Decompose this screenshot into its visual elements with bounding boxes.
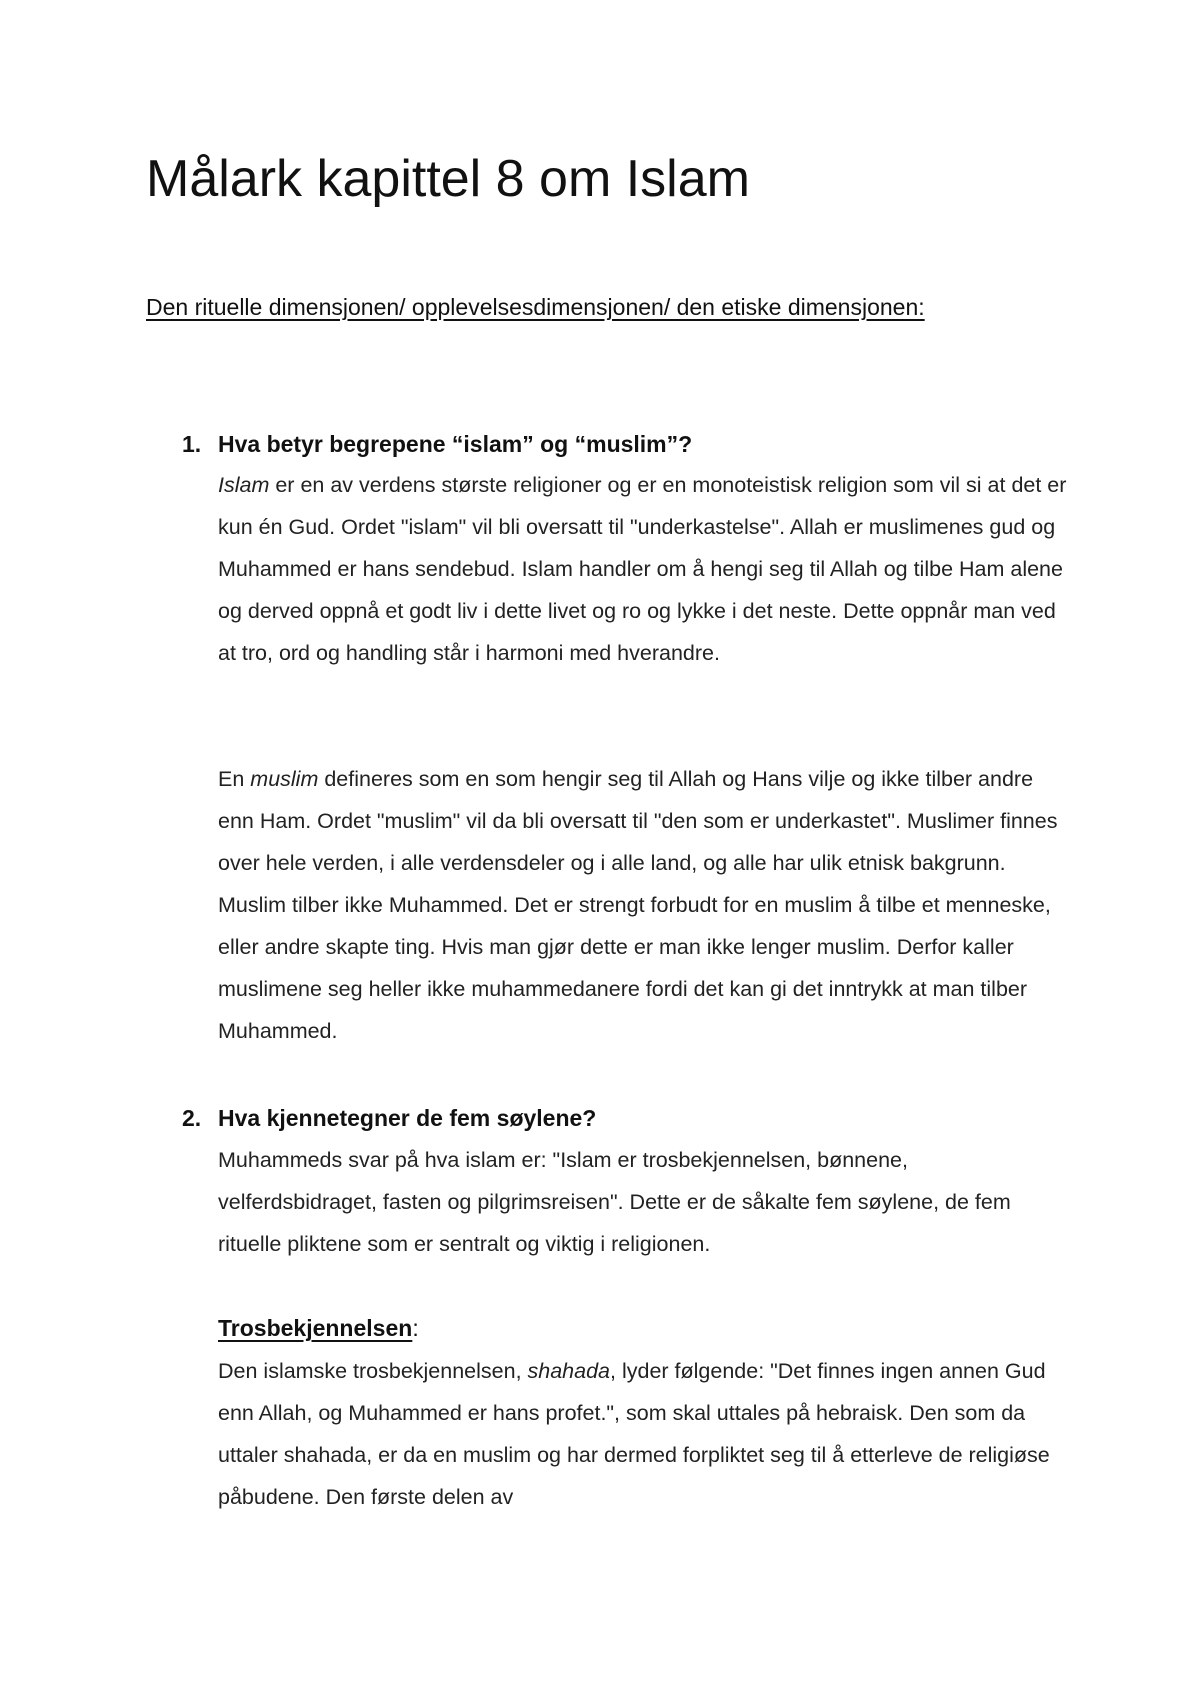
question-2-paragraph-shahada xyxy=(218,1350,1068,1518)
section-heading: Den rituelle dimensjonen/ opplevelsesdimensjonen/ den etiske dimensjonen: xyxy=(146,294,925,320)
paragraph-text: defineres som en som hengir seg til Allah og Hans vilje og ikke tilber andre enn Ham. Ordet "muslim" vil da bli oversatt til "den som er underkastet". Muslimer finnes over hele verden, i alle verdensdeler og i alle land, og alle har ulik etnisk bakgrunn. Muslim tilber ikke Muhammed. Det er strengt forbudt for en muslim å tilbe et menneske, eller andre skapte ting. Hvis man gjør dette er man ikke lenger muslim. Derfor kaller muslimene seg heller ikke muhammedanere fordi det kan gi det inntrykk at man tilber Muhammed. xyxy=(218,767,1058,1043)
question-1-heading xyxy=(182,428,692,460)
question-2-text: Hva kjennetegner de fem søylene? xyxy=(218,1105,597,1131)
term-muslim: muslim xyxy=(250,767,319,791)
question-1-number: 1. xyxy=(182,431,202,457)
subheading-trosbekjennelsen xyxy=(218,1312,419,1344)
document-title: Målark kapittel 8 om Islam xyxy=(146,150,750,208)
question-2-heading xyxy=(182,1102,596,1134)
term-islam: Islam xyxy=(218,473,270,497)
subheading-colon: : xyxy=(412,1315,419,1341)
question-1-paragraph-muslim xyxy=(218,758,1068,1052)
question-2-number: 2. xyxy=(182,1105,202,1131)
paragraph-text: er en av verdens største religioner og er en monoteistisk religion som vil si at det er kun én Gud. Ordet "islam" vil bli oversatt til "underkastelse". Allah er muslimenes gud og Muhammed er hans sendebud. Islam handler om å hengi seg til Allah og tilbe Ham alene og derved oppnå et godt liv i dette livet og ro og lykke i det neste. Dette oppnår man ved at tro, ord og handling står i harmoni med hverandre. xyxy=(218,473,1067,665)
subheading-text: Trosbekjennelsen xyxy=(218,1315,413,1341)
paragraph-lead: En xyxy=(218,767,251,791)
term-shahada: shahada xyxy=(527,1359,611,1383)
question-1-text: Hva betyr begrepene “islam” og “muslim”? xyxy=(218,431,693,457)
paragraph-text: , lyder følgende: "Det finnes ingen annen Gud enn Allah, og Muhammed er hans profet.", som skal uttales på hebraisk. Den som da uttaler shahada, er da en muslim og har dermed forpliktet seg til å etterleve de religiøse påbudene. Den første delen av xyxy=(218,1359,1050,1509)
paragraph-lead: Den islamske trosbekjennelsen, xyxy=(218,1359,528,1383)
question-1-paragraph-islam xyxy=(218,464,1068,674)
question-2-paragraph-intro: Muhammeds svar på hva islam er: "Islam er trosbekjennelsen, bønnene, velferdsbidraget, fasten og pilgrimsreisen". Dette er de såkalte fem søylene, de fem rituelle pliktene som er sentralt og viktig i religionen. xyxy=(218,1148,1011,1256)
